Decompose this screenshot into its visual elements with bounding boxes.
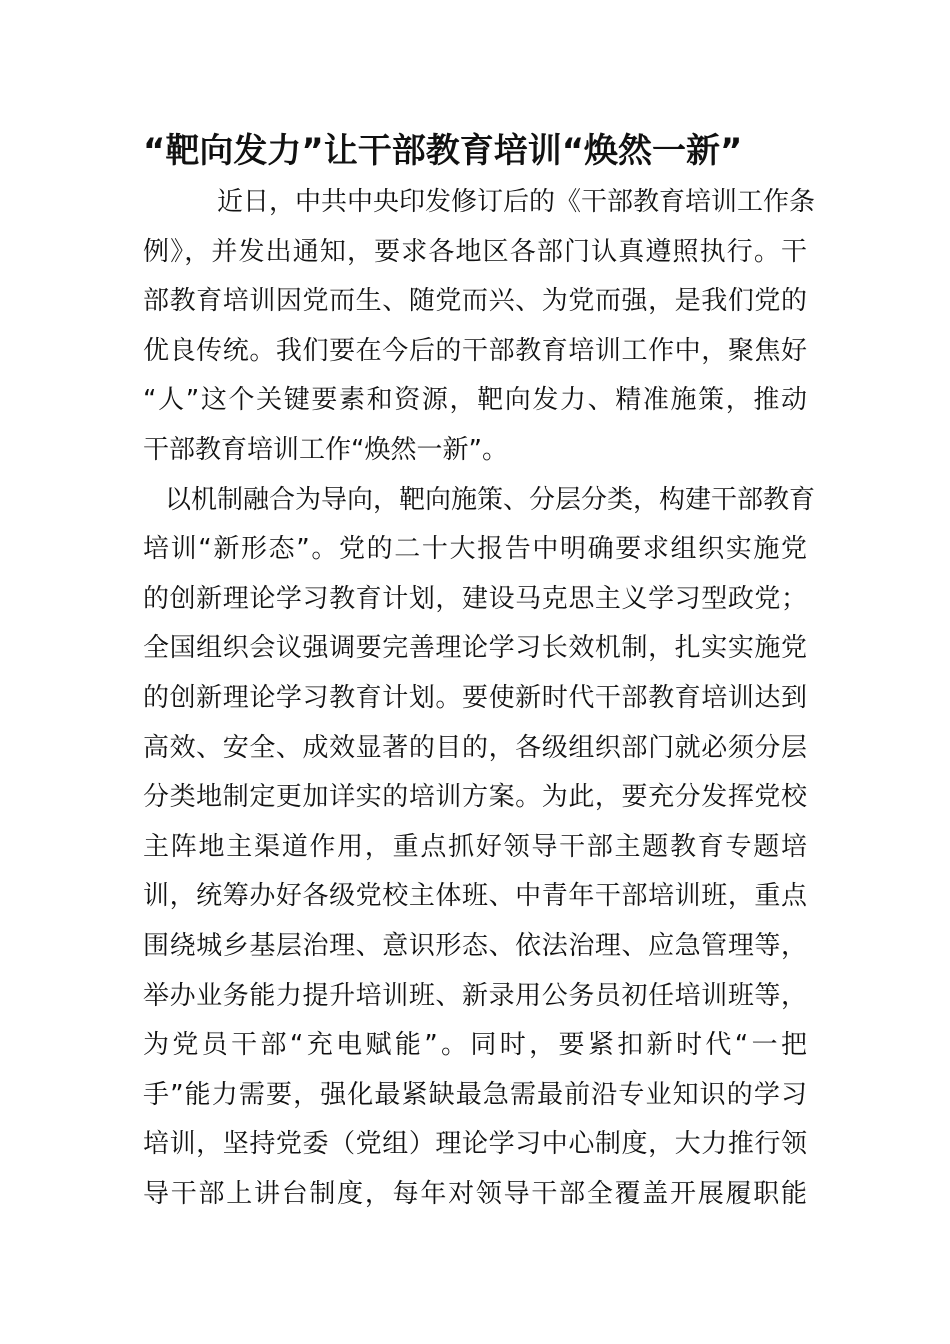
paragraph-2-line: 为党员干部“充电赋能”。同时，要紧扣新时代“一把 [143, 1030, 807, 1061]
paragraph-2-line: 手”能力需要，强化最紧缺最急需最前沿专业知识的学习 [143, 1079, 807, 1110]
paragraph-1-line: 优良传统。我们要在今后的干部教育培训工作中，聚焦好 [143, 335, 807, 366]
paragraph-1-line: 干部教育培训工作“焕然一新”。 [143, 434, 508, 465]
paragraph-2-line: 举办业务能力提升培训班、新录用公务员初任培训班等， [143, 980, 807, 1011]
paragraph-2-line: 以机制融合为导向，靶向施策、分层分类，构建干部教育 [165, 484, 816, 515]
paragraph-1-line: “人”这个关键要素和资源，靶向发力、精准施策，推动 [143, 385, 807, 416]
document-body [143, 178, 816, 1219]
paragraph-1-line: 例》，并发出通知，要求各地区各部门认真遵照执行。干 [143, 236, 807, 267]
paragraph-2-line: 围绕城乡基层治理、意识形态、依法治理、应急管理等， [143, 930, 807, 961]
paragraph-2-line: 主阵地主渠道作用，重点抓好领导干部主题教育专题培 [143, 831, 807, 862]
paragraph-2-line: 分类地制定更加详实的培训方案。为此，要充分发挥党校 [143, 782, 807, 813]
document-title: “靶向发力”让干部教育培训“焕然一新” [143, 131, 743, 171]
paragraph-2-line: 培训，坚持党委（党组）理论学习中心制度，大力推行领 [143, 1129, 807, 1160]
paragraph-1-line: 近日，中共中央印发修订后的《干部教育培训工作条 [217, 187, 816, 217]
paragraph-2-line: 高效、安全、成效显著的目的，各级组织部门就必须分层 [143, 732, 807, 763]
paragraph-2-line: 训，统筹办好各级党校主体班、中青年干部培训班，重点 [143, 881, 807, 912]
paragraph-2-line: 的创新理论学习教育计划，建设马克思主义学习型政党； [143, 583, 807, 614]
paragraph-2-line: 全国组织会议强调要完善理论学习长效机制，扎实实施党 [143, 633, 807, 664]
paragraph-1-line: 部教育培训因党而生、随党而兴、为党而强，是我们党的 [143, 286, 807, 317]
paragraph-2-line: 培训“新形态”。党的二十大报告中明确要求组织实施党 [143, 534, 807, 565]
paragraph-2-line: 导干部上讲台制度，每年对领导干部全覆盖开展履职能 [143, 1178, 807, 1209]
paragraph-2-line: 的创新理论学习教育计划。要使新时代干部教育培训达到 [143, 682, 807, 713]
